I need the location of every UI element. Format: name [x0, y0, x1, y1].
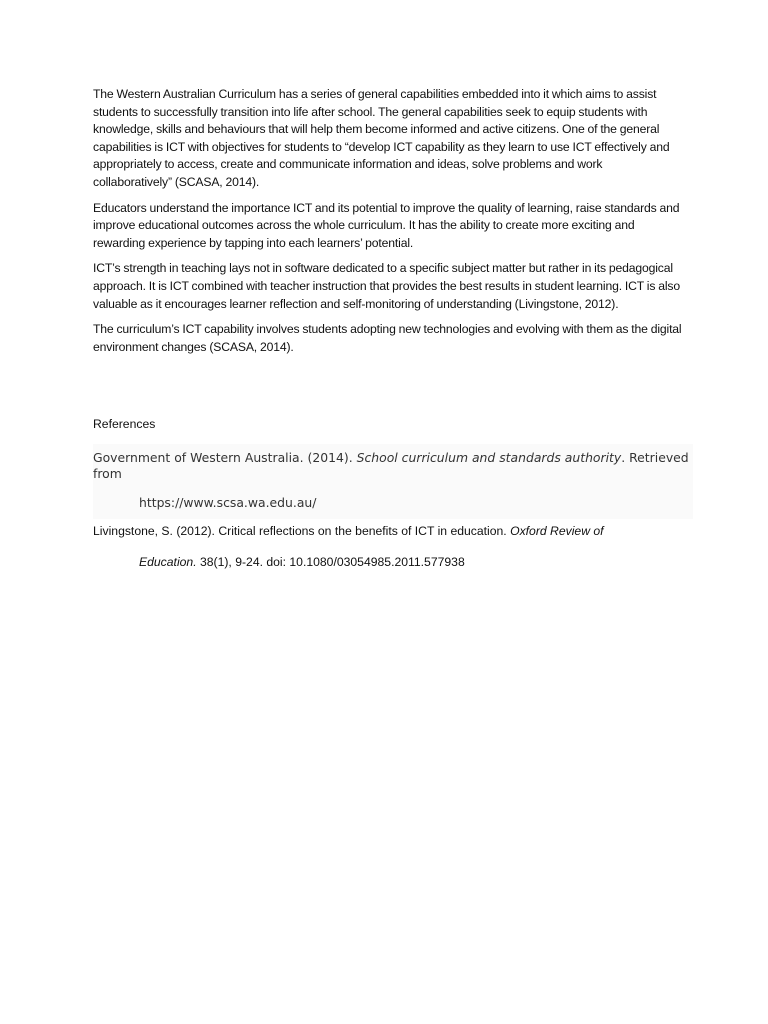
reference-government [93, 444, 693, 519]
reference-livingstone-author-title: Livingstone, S. (2012). Critical reflections on the benefits of ICT in education. [93, 523, 511, 538]
references-heading: References [93, 417, 156, 432]
paragraph-ict-capability: The curriculum’s ICT capability involves students adopting new technologies and evolving with them as the digital environment changes (SCASA, 2014). [93, 322, 682, 354]
paragraph-educators-ict: Educators understand the importance ICT and its potential to improve the quality of learning, raise standards and improve educational outcomes across the whole curriculum. It has the ability to create more exciting and rewarding experience by tapping into each learners’ potential. [93, 200, 680, 250]
reference-government-url: https://www.scsa.wa.edu.au/ [139, 494, 317, 510]
reference-livingstone-journal-part2: Education. [139, 554, 197, 569]
reference-government-title: School curriculum and standards authority [356, 449, 622, 465]
reference-government-citation [93, 450, 693, 482]
reference-list [93, 444, 689, 571]
reference-government-retrieved: . Retrieved from [93, 449, 689, 481]
section-spacer [93, 364, 683, 416]
reference-livingstone-line1 [93, 523, 683, 540]
reference-livingstone-journal-part1: Oxford Review of [510, 523, 604, 538]
reference-livingstone-line2 [93, 554, 683, 571]
reference-livingstone [93, 523, 683, 571]
reference-livingstone-details: 38(1), 9-24. doi: 10.1080/03054985.2011.577938 [196, 554, 465, 569]
paragraph-curriculum-capabilities: The Western Australian Curriculum has a series of general capabilities embedded into it which aims to assist students to successfully transition into life after school. The general capabilities seek to equip students with knowledge, skills and behaviours that will help them become informed and active citizens. One of the general capabilities is ICT with objectives for students to “develop ICT capability as they learn to use ICT effectively and appropriately to access, create and communicate information and ideas, solve problems and work collaboratively” (SCASA, 2014). [93, 87, 670, 189]
document-page [93, 86, 689, 571]
reference-government-author-year: Government of Western Australia. (2014). [93, 449, 357, 465]
paragraph-ict-strength: ICT’s strength in teaching lays not in software dedicated to a specific subject matter but rather in its pedagogical approach. It is ICT combined with teacher instruction that provides the best results in student learning. ICT is also valuable as it encourages learner reflection and self-monitoring of understanding (Livingstone, 2012). [93, 261, 680, 311]
